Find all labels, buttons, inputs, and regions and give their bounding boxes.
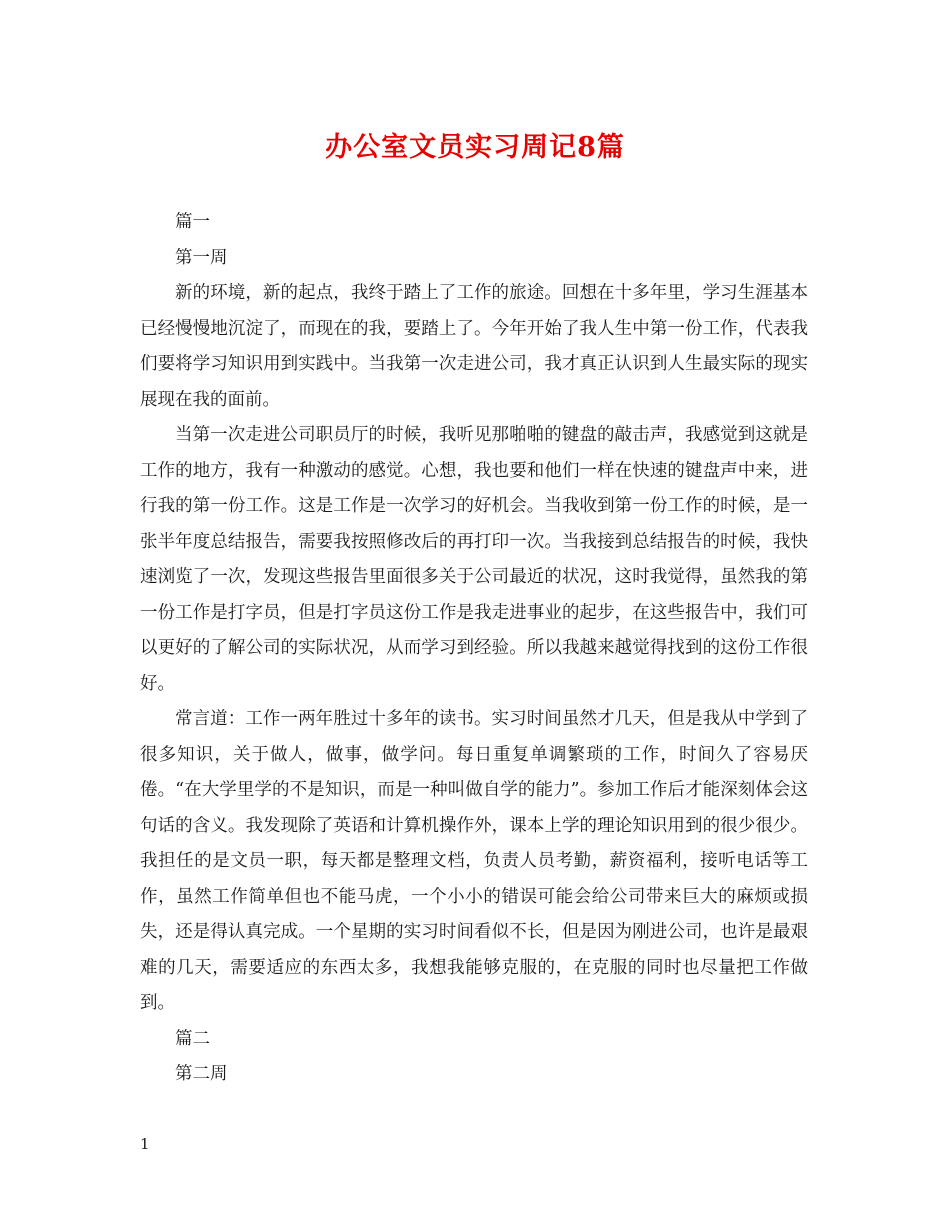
document-title: 办公室文员实习周记8篇: [325, 132, 625, 163]
week-heading-1: 第一周: [175, 247, 228, 268]
paragraph-3: 常言道：工作一两年胜过十多年的读书。实习时间虽然才几天，但是我从中学到了很多知识，关于做人，做事，做学问。每日重复单调繁琐的工作，时间久了容易厌倦。“在大学里学的不是知识，而是一种叫做自学的能力”。参加工作后才能深刻体会这句话的含义。我发现除了英语和计算机操作外，课本上学的理论知识用到的很少很少。我担任的是文员一职，每天都是整理文档，负责人员考勤，薪资福利，接听电话等工作，虽然工作简单但也不能马虎，一个小小的错误可能会给公司带来巨大的麻烦或损失，还是得认真完成。一个星期的实习时间看似不长，但是因为刚进公司，也许是最艰难的几天，需要适应的东西太多，我想我能够克服的，在克服的同时也尽量把工作做到。: [140, 709, 808, 1013]
document-body: [140, 205, 808, 1093]
week-heading-2: 第二周: [175, 1064, 228, 1084]
section-heading-2: 篇二: [175, 1028, 210, 1049]
section-heading-1: 篇一: [175, 212, 210, 232]
paragraph-2: 当第一次走进公司职员厅的时候，我听见那啪啪的键盘的敲击声，我感觉到这就是工作的地方，我有一种激动的感觉。心想，我也要和他们一样在快速的键盘声中来，进行我的第一份工作。这是工作是一次学习的好机会。当我收到第一份工作的时候，是一张半年度总结报告，需要我按照修改后的再打印一次。当我接到总结报告的时候，我快速浏览了一次，发现这些报告里面很多关于公司最近的状况，这时我觉得，虽然我的第一份工作是打字员，但是打字员这份工作是我走进事业的起步，在这些报告中，我们可以更好的了解公司的实际状况，从而学习到经验。所以我越来越觉得找到的这份工作很好。: [140, 425, 808, 694]
paragraph-1: 新的环境，新的起点，我终于踏上了工作的旅途。回想在十多年里，学习生涯基本已经慢慢地沉淀了，而现在的我，要踏上了。今年开始了我人生中第一份工作，代表我们要将学习知识用到实践中。当我第一次走进公司，我才真正认识到人生最实际的现实展现在我的面前。: [140, 283, 808, 410]
page-number: 1: [140, 1135, 150, 1153]
